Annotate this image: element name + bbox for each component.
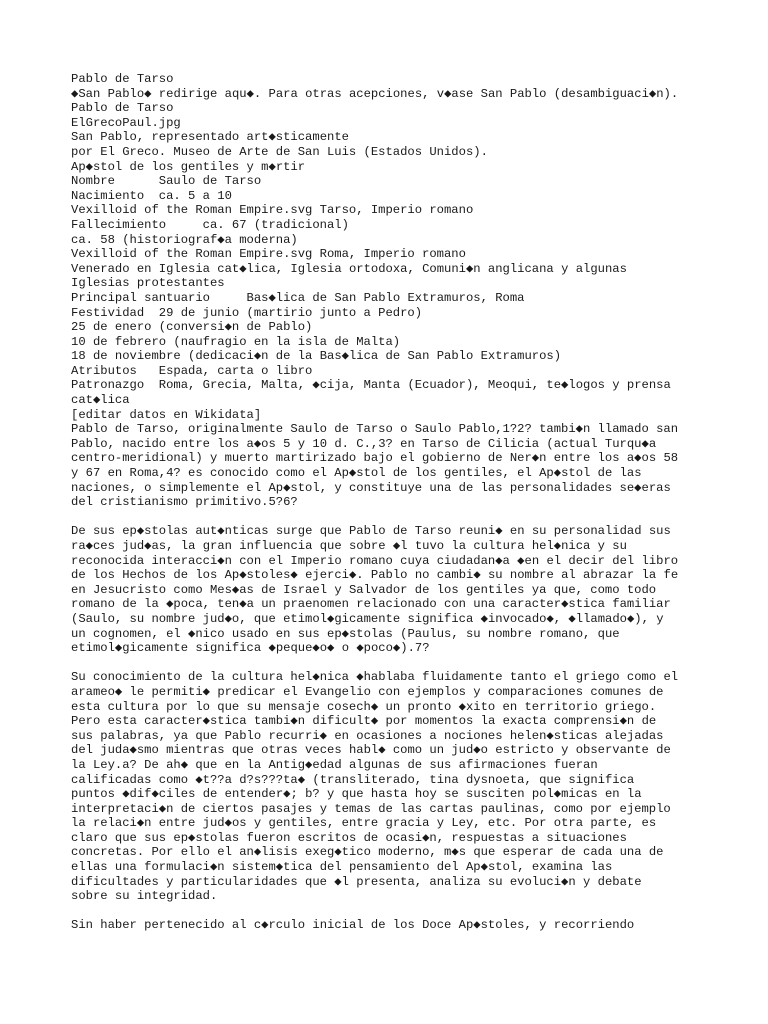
text-line: la Ley.a? De ah◆ que en la Antig◆edad algunas de sus afirmaciones fueran bbox=[71, 757, 598, 772]
text-line: interpretaci◆n de ciertos pasajes y temas de las cartas paulinas, como por ejemplo bbox=[71, 801, 671, 816]
text-line: la relaci◆n entre jud◆os y gentiles, entre gracia y Ley, etc. Por otra parte, es bbox=[71, 816, 657, 831]
text-line: centro-meridional) y muerto martirizado bajo el gobierno de Ner◆n entre los a◆os 58 bbox=[71, 451, 679, 466]
text-line: San Pablo, representado art◆sticamente bbox=[71, 130, 349, 145]
text-line: De sus ep◆stolas aut◆nticas surge que Pablo de Tarso reuni◆ en su personalidad sus bbox=[71, 524, 671, 539]
text-line: del juda◆smo mientras que otras veces habl◆ como un jud◆o estricto y observante de bbox=[71, 743, 671, 758]
text-line: ra◆ces jud◆as, la gran influencia que sobre ◆l tuvo la cultura hel◆nica y su bbox=[71, 539, 627, 553]
blank-line bbox=[71, 904, 761, 919]
text-line: Su conocimiento de la cultura hel◆nica ◆hablaba fluidamente tanto el griego como el bbox=[71, 670, 679, 685]
text-line: Vexilloid of the Roman Empire.svg Tarso, Imperio romano bbox=[71, 203, 474, 218]
text-line: ◆San Pablo◆ redirige aqu◆. Para otras acepciones, v◆ase San Pablo (desambiguaci◆n). bbox=[71, 86, 679, 101]
blank-line bbox=[71, 656, 761, 671]
text-line: de los Hechos de los Ap◆stoles◆ ejerci◆. Pablo no cambi◆ su nombre al abrazar la fe bbox=[71, 568, 679, 583]
text-line: ellas una formulaci◆n sistem◆tica del pensamiento del Ap◆stol, examina las bbox=[71, 860, 613, 875]
text-line: etimol◆gicamente significa ◆peque◆o◆ o ◆poco◆).7? bbox=[71, 641, 430, 656]
text-line: Nombre Saulo de Tarso bbox=[71, 174, 262, 189]
text-line: Patronazgo Roma, Grecia, Malta, ◆cija, Manta (Ecuador), Meoqui, te◆logos y prensa bbox=[71, 378, 671, 393]
text-line: dificultades y particularidades que ◆l presenta, analiza su evoluci◆n y debate bbox=[71, 874, 642, 889]
text-line: Atributos Espada, carta o libro bbox=[71, 363, 313, 378]
text-line: Pablo de Tarso bbox=[71, 72, 174, 86]
text-line: un cognomen, el ◆nico usado en sus ep◆stolas (Paulus, su nombre romano, que bbox=[71, 626, 620, 641]
text-line: del cristianismo primitivo.5?6? bbox=[71, 495, 298, 510]
text-line: [editar datos en Wikidata] bbox=[71, 407, 262, 422]
text-line: Pablo de Tarso, originalmente Saulo de Tarso o Saulo Pablo,1?2? tambi◆n llamado san bbox=[71, 422, 679, 437]
text-line: Festividad 29 de junio (martirio junto a Pedro) bbox=[71, 305, 423, 320]
text-line: ElGrecoPaul.jpg bbox=[71, 115, 181, 130]
text-line: puntos ◆dif◆ciles de entender◆; b? y que hasta hoy se susciten pol◆micas en la bbox=[71, 787, 642, 802]
text-line: 25 de enero (conversi◆n de Pablo) bbox=[71, 320, 313, 335]
text-line: Sin haber pertenecido al c◆rculo inicial de los Doce Ap◆stoles, y recorriendo bbox=[71, 918, 635, 933]
text-line: claro que sus ep◆stolas fueron escritos de ocasi◆n, respuestas a situaciones bbox=[71, 830, 627, 845]
text-line: 10 de febrero (naufragio en la isla de Malta) bbox=[71, 334, 401, 349]
text-line: por El Greco. Museo de Arte de San Luis (Estados Unidos). bbox=[71, 144, 488, 159]
blank-line bbox=[71, 510, 761, 525]
text-line: Ap◆stol de los gentiles y m◆rtir bbox=[71, 159, 306, 174]
text-line: reconocida interacci◆n con el Imperio romano cuya ciudadan◆a ◆en el decir del libro bbox=[71, 553, 679, 568]
text-line: Iglesias protestantes bbox=[71, 276, 225, 291]
text-line: ca. 58 (historiograf◆a moderna) bbox=[71, 232, 298, 247]
text-line: Pero esta caracter◆stica tambi◆n dificult◆ por momentos la exacta comprensi◆n de bbox=[71, 714, 657, 729]
text-line: en Jesucristo como Mes◆as de Israel y Salvador de los gentiles ya que, como todo bbox=[71, 582, 657, 597]
document-text bbox=[71, 72, 761, 933]
text-line: naciones, o simplemente el Ap◆stol, y constituye una de las personalidades se◆eras bbox=[71, 480, 671, 495]
text-line: 18 de noviembre (dedicaci◆n de la Bas◆lica de San Pablo Extramuros) bbox=[71, 349, 562, 364]
text-line: arameo◆ le permiti◆ predicar el Evangelio con ejemplos y comparaciones comunes de bbox=[71, 684, 664, 699]
text-line: Pablo, nacido entre los a◆os 5 y 10 d. C.,3? en Tarso de Cilicia (actual Turqu◆a bbox=[71, 436, 657, 451]
text-line: y 67 en Roma,4? es conocido como el Ap◆stol de los gentiles, el Ap◆stol de las bbox=[71, 466, 642, 481]
text-line: Pablo de Tarso bbox=[71, 101, 174, 116]
text-line: Principal santuario Bas◆lica de San Pablo Extramuros, Roma bbox=[71, 290, 525, 305]
text-line: Vexilloid of the Roman Empire.svg Roma, Imperio romano bbox=[71, 247, 466, 262]
text-line: Venerado en Iglesia cat◆lica, Iglesia ortodoxa, Comuni◆n anglicana y algunas bbox=[71, 261, 627, 276]
text-line: romano de la ◆poca, ten◆a un praenomen relacionado con una caracter◆stica familiar bbox=[71, 597, 671, 612]
text-line: Fallecimiento ca. 67 (tradicional) bbox=[71, 217, 349, 232]
text-line: (Saulo, su nombre jud◆o, que etimol◆gicamente significa ◆invocado◆, ◆llamado◆), y bbox=[71, 611, 664, 626]
text-line: esta cultura por lo que su mensaje cosech◆ un pronto ◆xito en territorio griego. bbox=[71, 699, 657, 714]
text-line: sus palabras, ya que Pablo recurri◆ en ocasiones a nociones helen◆sticas alejadas bbox=[71, 728, 664, 743]
text-line: cat◆lica bbox=[71, 393, 130, 408]
text-line: sobre su integridad. bbox=[71, 889, 218, 904]
text-line: concretas. Por ello el an◆lisis exeg◆tico moderno, m◆s que esperar de cada una de bbox=[71, 845, 664, 860]
text-line: Nacimiento ca. 5 a 10 bbox=[71, 188, 232, 203]
text-line: calificadas como ◆t??a d?s???ta◆ (transliterado, tina dysnoeta, que significa bbox=[71, 772, 635, 787]
